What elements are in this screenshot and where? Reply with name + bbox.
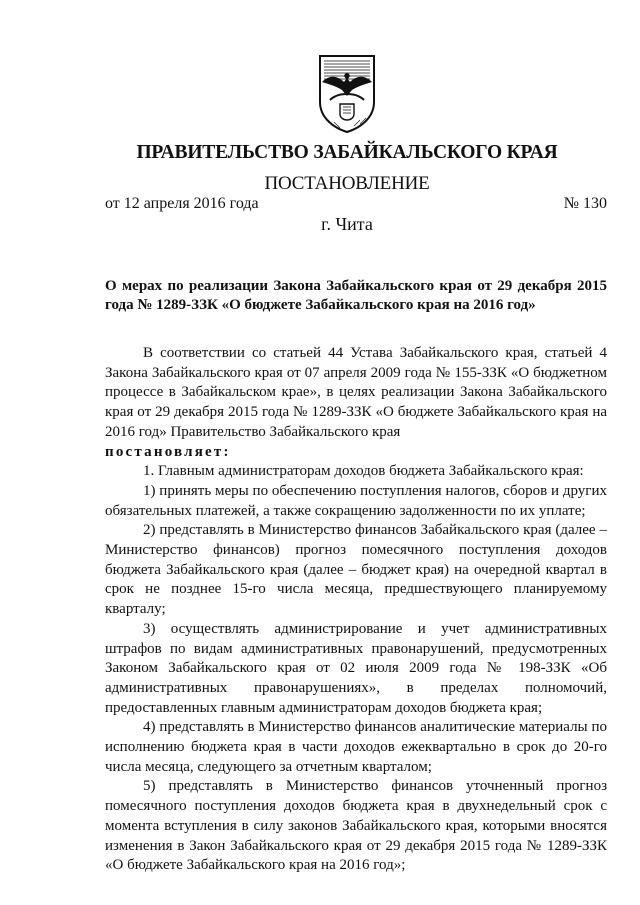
government-name: ПРАВИТЕЛЬСТВО ЗАБАЙКАЛЬСКОГО КРАЯ — [136, 142, 558, 163]
list-item: 1) принять меры по обеспечению поступления налогов, сборов и других обязательных платежей, а также сокращению задолженности по их уплате; — [105, 482, 607, 519]
decree-word: постановляет: — [105, 443, 231, 460]
list-item: 3) осуществлять администрирование и учет административных штрафов по видам административных правонарушений, предусмотренных Законом Забайкальского края от 02 июля 2009 года № 198-ЗЗК «Об административных правонарушениях», в пределах полномочий, предоставленных главным администраторам доходов бюджета края; — [105, 620, 607, 716]
list-item: 2) представлять в Министерство финансов Забайкальского края (далее – Министерство финансов) прогноз помесячного поступления доходов бюджета Забайкальского края (далее – бюджет края) на очередной квартал в срок не позднее 15-го числа месяца, предшествующего планируемому кварталу; — [105, 522, 607, 618]
list-item: 4) представлять в Министерство финансов аналитические материалы по исполнению бюджета края в части доходов ежеквартально в срок до 20-го числа месяца, следующего за отчетным кварталом; — [105, 719, 607, 775]
document-number: № 130 — [563, 195, 607, 212]
list-item: 1. Главным администраторам доходов бюджета Забайкальского края: — [143, 463, 584, 480]
document-date: от 12 апреля 2016 года — [105, 195, 259, 212]
coat-of-arms-icon — [314, 52, 380, 134]
preamble-paragraph — [105, 344, 607, 443]
document-city: г. Чита — [321, 214, 373, 234]
document-title: О мерах по реализации Закона Забайкальского края от 29 декабря 2015 года № 1289-ЗЗК «О бюджете Забайкальского края на 2016 год» — [105, 278, 607, 313]
document-body — [105, 344, 607, 876]
list-item: 5) представлять в Министерство финансов уточненный прогноз помесячного поступления доходов бюджета края в двухнедельный срок с момента вступления в силу законов Забайкальского края, которыми вносятся изменения в Закон Забайкальского края от 29 декабря 2015 года № 1289-ЗЗК «О бюджете Забайкальского края на 2016 год»; — [105, 778, 607, 874]
preamble-text: В соответствии со статьей 44 Устава Забайкальского края, статьей 4 Закона Забайкальского края от 07 апреля 2009 года № 155-ЗЗК «О бюджетном процессе в Забайкальском крае», в целях реализации Закона Забайкальского края от 29 декабря 2015 года № 1289-ЗЗК «О бюджете Забайкальского края на 2016 год» Правительство Забайкальского края — [105, 345, 607, 440]
document-type: ПОСТАНОВЛЕНИЕ — [264, 173, 430, 194]
